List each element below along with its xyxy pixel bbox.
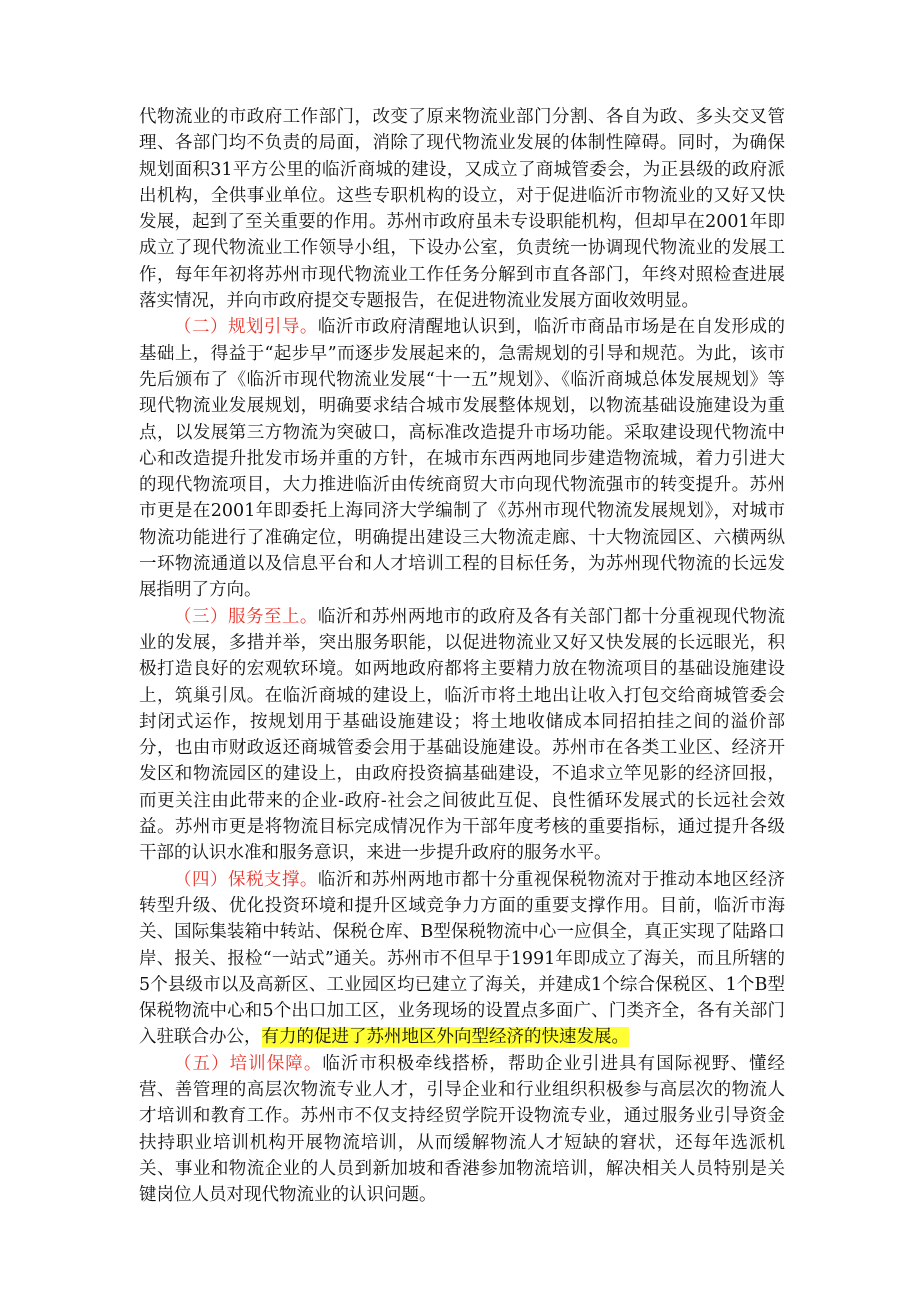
paragraph-body: 临沂市政府清醒地认识到，临沂市商品市场是在自发形成的基础上，得益于“起步早”而逐步发展起来的，急需规划的引导和规范。为此，该市先后颁布了《临沂市现代物流业发展“十一五”规划》、《临沂商城总体发展规划》等现代物流业发展规划，明确要求结合城市发展整体规划，以物流基础设施建设为重点，以发展第三方物流为突破口，高标准改造提升市场功能。采取建设现代物流中心和改造提升批发市场并重的方针，在城市东西两地同步建造物流城，着力引进大的现代物流项目，大力推进临沂由传统商贸大市向现代物流强市的转变提升。苏州市更是在2001年即委托上海同济大学编制了《苏州市现代物流发展规划》，对城市物流功能进行了准确定位，明确提出建设三大物流走廊、十大物流园区、六横两纵一环物流通道以及信息平台和人才培训工程的目标任务，为苏州现代物流的长远发展指明了方向。: [139, 317, 786, 601]
paragraph-body: 代物流业的市政府工作部门，改变了原来物流业部门分割、各自为政、多头交叉管理、各部门均不负责的局面，消除了现代物流业发展的体制性障碍。同时，为确保规划面积31平方公里的临沂商城的建设，又成立了商城管委会，为正县级的政府派出机构，全供事业单位。这些专职机构的设立，对于促进临沂市物流业的又好又快发展，起到了至关重要的作用。苏州市政府虽未专设职能机构，但却早在2001年即成立了现代物流业工作领导小组，下设办公室，负责统一协调现代物流业的发展工作，每年年初将苏州市现代物流业工作任务分解到市直各部门，年终对照检查进展落实情况，并向市政府提交专题报告，在促进物流业发展方面收效明显。: [139, 107, 785, 312]
paragraph-bonded: [139, 867, 785, 1051]
section-heading-training: （五）培训保障。: [174, 1053, 323, 1074]
section-heading-service: （三）服务至上。: [174, 606, 318, 627]
section-heading-bonded: （四）保税支撑。: [174, 869, 318, 890]
paragraph-organization: [139, 104, 785, 314]
document-page: [139, 104, 785, 1208]
paragraph-body: 临沂市积极牵线搭桥，帮助企业引进具有国际视野、懂经营、善管理的高层次物流专业人才，引导企业和行业组织积极参与高层次的物流人才培训和教育工作。苏州市不仅支持经贸学院开设物流专业，通过服务业引导资金扶持职业培训机构开展物流培训，从而缓解物流人才短缺的窘状，还每年选派机关、事业和物流企业的人员到新加坡和香港参加物流培训，解决相关人员特别是关键岗位人员对现代物流业的认识问题。: [139, 1053, 785, 1206]
paragraph-planning: [139, 314, 785, 603]
paragraph-service: [139, 604, 785, 867]
paragraph-body: 临沂和苏州两地市的政府及各有关部门都十分重视现代物流业的发展，多措并举，突出服务职能，以促进物流业又好又快发展的长远眼光，积极打造良好的宏观软环境。如两地政府都将主要精力放在物流项目的基础设施建设上，筑巢引凤。在临沂商城的建设上，临沂市将土地出让收入打包交给商城管委会封闭式运作，按规划用于基础设施建设；将土地收储成本同招拍挂之间的溢价部分，也由市财政返还商城管委会用于基础设施建设。苏州市在各类工业区、经济开发区和物流园区的建设上，由政府投资搞基础建设，不追求立竿见影的经济回报，而更关注由此带来的企业-政府-社会之间彼此互促、良性循环发展式的长远社会效益。苏州市更是将物流目标完成情况作为干部年度考核的重要指标，通过提升各级干部的认识水准和服务意识，来进一步提升政府的服务水平。: [139, 606, 786, 864]
paragraph-training: [139, 1051, 785, 1209]
paragraph-body: 临沂和苏州两地市都十分重视保税物流对于推动本地区经济转型升级、优化投资环境和提升区域竞争力方面的重要支撑作用。目前，临沂市海关、国际集装箱中转站、保税仓库、B型保税物流中心一应俱全，真正实现了陆路口岸、报关、报检“一站式”通关。苏州市不但早于1991年即成立了海关，而且所辖的5个县级市以及高新区、工业园区均已建立了海关，并建成1个综合保税区、1个B型保税物流中心和5个出口加工区，业务现场的设置点多面广、门类齐全，各有关部门入驻联合办公，: [139, 869, 786, 1048]
highlighted-text: 有力的促进了苏州地区外向型经济的快速发展。: [261, 1027, 629, 1048]
section-heading-planning: （二）规划引导。: [174, 317, 318, 338]
